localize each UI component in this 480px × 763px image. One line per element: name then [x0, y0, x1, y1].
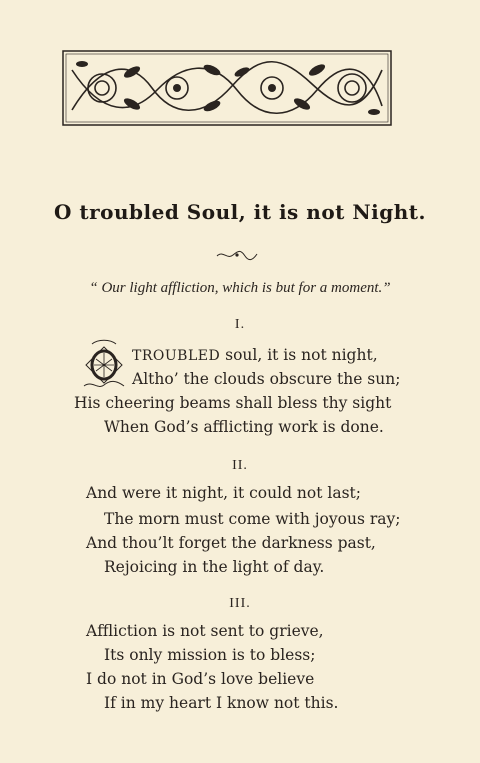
line-1-rest: soul, it is not night,	[220, 346, 378, 364]
stanza-3-line-4: If in my heart I know not this.	[104, 694, 339, 712]
ornate-initial-o-icon	[82, 338, 126, 392]
stanza-numeral-3: III.	[229, 596, 251, 611]
stanza-3-line-2: Its only mission is to bless;	[104, 646, 316, 664]
stanza-numeral-2: II.	[232, 458, 248, 473]
stanza-2-line-2: The morn must come with joyous ray;	[104, 510, 401, 528]
poem-title: O troubled Soul, it is not Night.	[54, 200, 426, 224]
stanza-3-line-3: I do not in God’s love believe	[86, 670, 315, 688]
stanza-2-line-4: Rejoicing in the light of day.	[104, 558, 325, 576]
floral-ornament-band-icon	[62, 50, 392, 126]
stanza-1-line-2: Altho’ the clouds obscure the sun;	[132, 370, 401, 388]
flourish-divider-icon	[215, 248, 259, 262]
epigraph: “ Our light affliction, which is but for a moment.”	[89, 280, 391, 296]
line-1-smallcaps: TROUBLED	[132, 348, 221, 364]
stanza-1-line-4: When God’s afflicting work is done.	[104, 418, 384, 436]
stanza-1-line-1	[132, 346, 378, 364]
stanza-1-line-3: His cheering beams shall bless thy sight	[74, 394, 392, 412]
stanza-2-line-1: And were it night, it could not last;	[86, 484, 362, 502]
stanza-numeral-1: I.	[234, 317, 246, 332]
stanza-3-line-1: Affliction is not sent to grieve,	[86, 622, 324, 640]
stanza-2-line-3: And thou’lt forget the darkness past,	[86, 534, 376, 552]
